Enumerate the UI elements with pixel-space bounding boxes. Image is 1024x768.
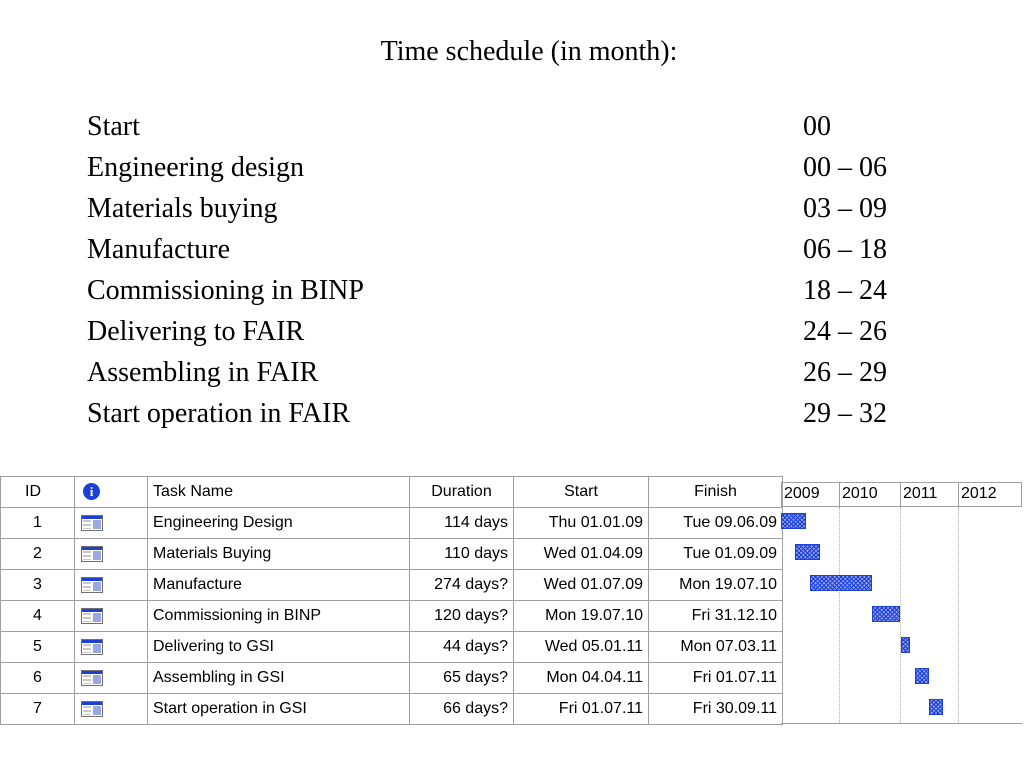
table-row[interactable] (1, 570, 783, 601)
row-id: 4 (1, 601, 75, 632)
row-indicator (75, 539, 148, 570)
row-indicator (75, 570, 148, 601)
start-column-header[interactable]: Start (514, 477, 649, 508)
schedule-range: 18 – 24 (803, 275, 887, 306)
gantt-bar[interactable] (810, 575, 872, 591)
schedule-task: Start operation in FAIR (87, 398, 351, 429)
schedule-task: Manufacture (87, 234, 231, 265)
row-finish[interactable]: Fri 01.07.11 (649, 663, 783, 694)
table-row[interactable] (1, 539, 783, 570)
row-id: 2 (1, 539, 75, 570)
year-label: 2009 (781, 482, 839, 506)
schedule-range: 06 – 18 (803, 234, 887, 265)
task-name-column-header[interactable]: Task Name (148, 477, 410, 508)
table-header-row (1, 477, 783, 508)
task-sheet-icon (81, 701, 103, 717)
row-id: 5 (1, 632, 75, 663)
schedule-task: Assembling in FAIR (87, 357, 319, 388)
row-start[interactable]: Wed 05.01.11 (514, 632, 649, 663)
row-id: 7 (1, 694, 75, 725)
row-finish[interactable]: Tue 09.06.09 (649, 508, 783, 539)
row-finish[interactable]: Fri 30.09.11 (649, 694, 783, 725)
row-indicator (75, 663, 148, 694)
timeline-header (781, 476, 1022, 506)
row-finish[interactable]: Tue 01.09.09 (649, 539, 783, 570)
gantt-timeline (781, 476, 1022, 724)
row-task-name[interactable]: Assembling in GSI (148, 663, 410, 694)
finish-column-header[interactable]: Finish (649, 477, 783, 508)
row-duration[interactable]: 44 days? (410, 632, 514, 663)
schedule-range: 00 (803, 111, 831, 142)
gantt-bar[interactable] (781, 513, 806, 529)
task-sheet-icon (81, 577, 103, 593)
row-duration[interactable]: 114 days (410, 508, 514, 539)
gantt-bar[interactable] (795, 544, 819, 560)
row-indicator (75, 694, 148, 725)
row-duration[interactable]: 110 days (410, 539, 514, 570)
row-id: 6 (1, 663, 75, 694)
row-start[interactable]: Wed 01.07.09 (514, 570, 649, 601)
slide-title: Time schedule (in month): (380, 36, 678, 67)
year-label: 2010 (839, 482, 900, 506)
gantt-bar[interactable] (872, 606, 900, 622)
task-sheet-icon (81, 546, 103, 562)
row-start[interactable]: Fri 01.07.11 (514, 694, 649, 725)
row-indicator (75, 508, 148, 539)
row-duration[interactable]: 120 days? (410, 601, 514, 632)
year-gridline (958, 507, 959, 723)
row-duration[interactable]: 66 days? (410, 694, 514, 725)
schedule-range: 03 – 09 (803, 193, 887, 224)
gantt-bar[interactable] (901, 637, 911, 653)
row-start[interactable]: Mon 19.07.10 (514, 601, 649, 632)
year-gridline (900, 507, 901, 723)
task-sheet-icon (81, 608, 103, 624)
row-task-name[interactable]: Engineering Design (148, 508, 410, 539)
schedule-range: 26 – 29 (803, 357, 887, 388)
row-duration[interactable]: 65 days? (410, 663, 514, 694)
row-task-name[interactable]: Commissioning in BINP (148, 601, 410, 632)
table-row[interactable] (1, 632, 783, 663)
table-row[interactable] (1, 694, 783, 725)
row-duration[interactable]: 274 days? (410, 570, 514, 601)
schedule-task: Delivering to FAIR (87, 316, 305, 347)
schedule-range: 24 – 26 (803, 316, 887, 347)
row-indicator (75, 601, 148, 632)
row-id: 3 (1, 570, 75, 601)
row-finish[interactable]: Fri 31.12.10 (649, 601, 783, 632)
task-table (0, 476, 783, 725)
table-row[interactable] (1, 663, 783, 694)
row-indicator (75, 632, 148, 663)
task-sheet-icon (81, 515, 103, 531)
timeline-body (781, 506, 1022, 724)
duration-column-header[interactable]: Duration (410, 477, 514, 508)
schedule-task: Materials buying (87, 193, 278, 224)
table-row[interactable] (1, 508, 783, 539)
info-icon: i (83, 483, 100, 500)
gantt-bar[interactable] (915, 668, 929, 684)
row-finish[interactable]: Mon 07.03.11 (649, 632, 783, 663)
task-sheet-icon (81, 670, 103, 686)
gantt-bar[interactable] (929, 699, 943, 715)
row-task-name[interactable]: Delivering to GSI (148, 632, 410, 663)
schedule-task: Start (87, 111, 140, 142)
row-task-name[interactable]: Manufacture (148, 570, 410, 601)
row-task-name[interactable]: Materials Buying (148, 539, 410, 570)
row-start[interactable]: Wed 01.04.09 (514, 539, 649, 570)
task-sheet-icon (81, 639, 103, 655)
table-row[interactable] (1, 601, 783, 632)
row-start[interactable]: Thu 01.01.09 (514, 508, 649, 539)
schedule-task: Engineering design (87, 152, 304, 183)
schedule-task: Commissioning in BINP (87, 275, 364, 306)
id-column-header[interactable]: ID (1, 477, 75, 508)
info-column-header[interactable] (75, 477, 148, 508)
row-id: 1 (1, 508, 75, 539)
year-label: 2011 (900, 482, 958, 506)
schedule-range: 29 – 32 (803, 398, 887, 429)
row-start[interactable]: Mon 04.04.11 (514, 663, 649, 694)
gantt-view (0, 476, 1022, 724)
schedule-range: 00 – 06 (803, 152, 887, 183)
row-task-name[interactable]: Start operation in GSI (148, 694, 410, 725)
row-finish[interactable]: Mon 19.07.10 (649, 570, 783, 601)
year-label: 2012 (958, 482, 1022, 506)
year-gridline (839, 507, 840, 723)
